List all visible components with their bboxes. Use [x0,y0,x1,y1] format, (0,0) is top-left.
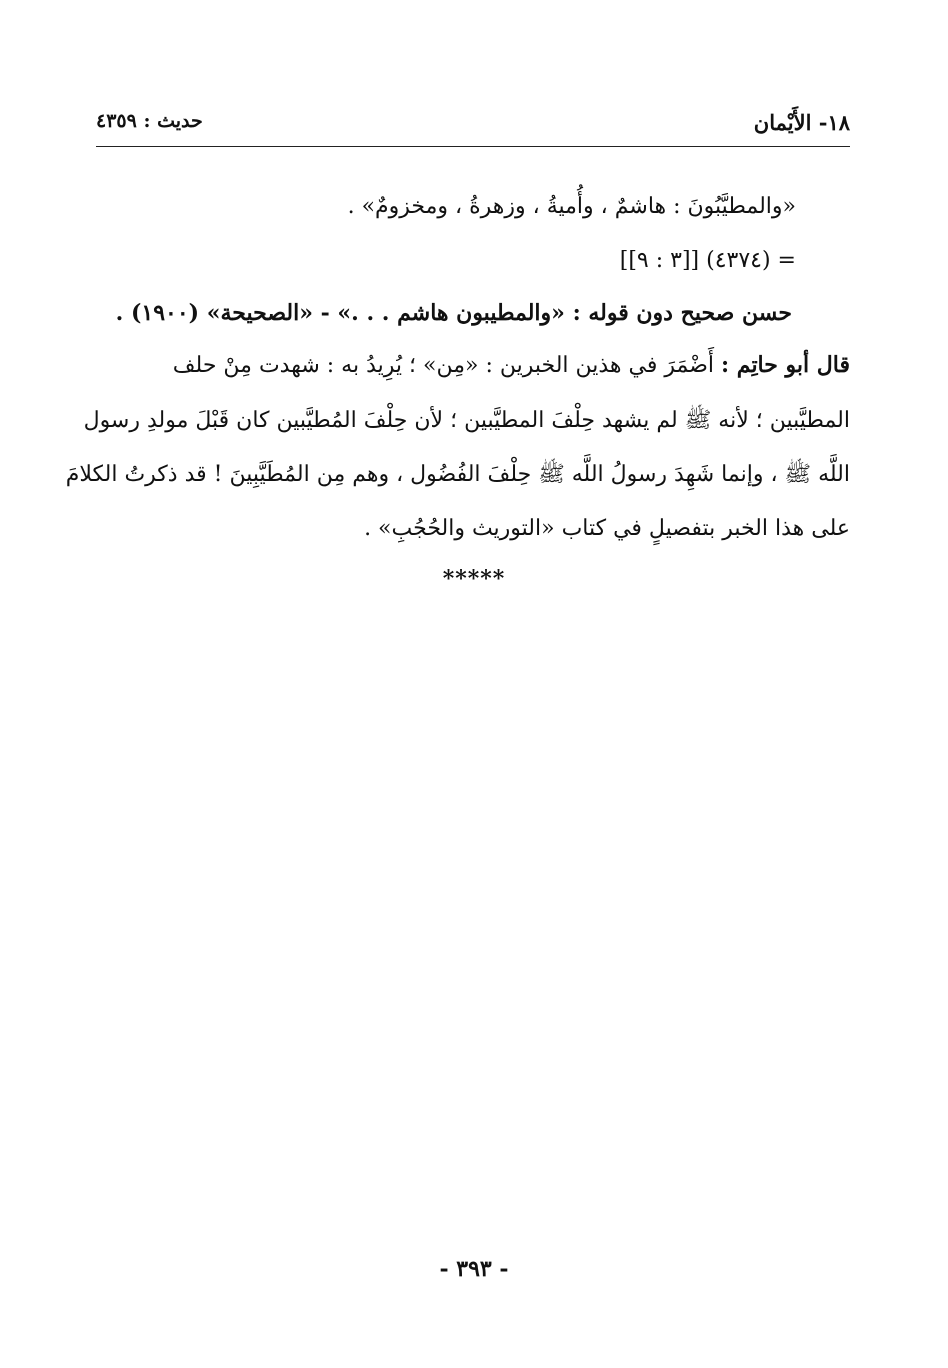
grading-line: حسن صحيح دون قوله : «والمطيبون هاشم . . .» - «الصحيحة» (١٩٠٠) . [115,300,792,326]
commentary-line-3: اللَّه ﷺ ، وإنما شَهِدَ رسولُ اللَّه ﷺ حِلْفَ الفُضُول ، وهم مِن المُطَيَّبِينَ ! قد ذكرتُ الكلامَ [65,462,850,487]
section-separator: ***** [442,566,506,592]
chapter-title: ١٨- الأَيْمان [753,110,850,135]
commentary-line-2: المطيَّبين ؛ لأنه ﷺ لم يشهد حِلْفَ المطيَّبين ؛ لأن حِلْفَ المُطيَّبين كان قَبْلَ مولدِ رسول [83,408,850,433]
commentary-speaker: قال أبو حاتِم : [721,352,850,378]
hadith-reference: حديث : ٤٣٥٩ [96,110,203,132]
reference-line: = (٤٣٧٤) [[٣ : ٩]] [619,248,796,273]
header-divider [96,146,850,147]
commentary-line-4: على هذا الخبر بتفصيلٍ في كتاب «التوريث والحُجُبِ» . [364,516,850,541]
page-number: - ٣٩٣ - [439,1256,509,1282]
matn-line: «والمطيَّبُونَ : هاشمٌ ، وأُميةُ ، وزهرةُ ، ومخزومٌ» . [347,194,796,219]
commentary-line-1 [173,350,850,381]
commentary-line-1-text: أَضْمَرَ في هذين الخبرين : «مِن» ؛ يُرِيدُ به : شهدت مِنْ حلف [172,353,715,378]
running-header [96,104,850,144]
